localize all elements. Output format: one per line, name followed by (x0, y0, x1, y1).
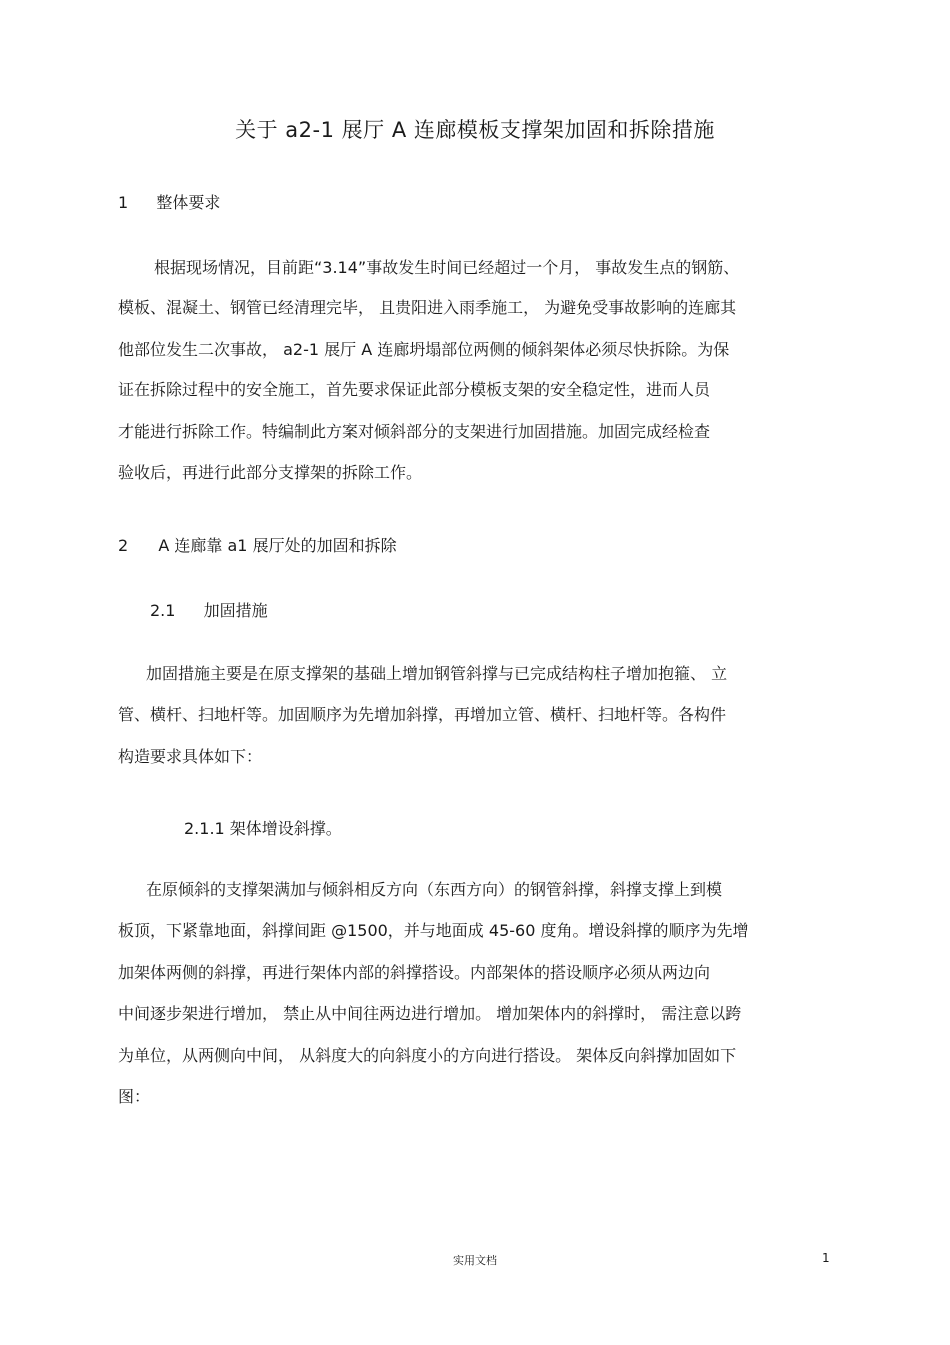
paragraph-line: 才能进行拆除工作。特编制此方案对倾斜部分的支架进行加固措施。加固完成经检查 (118, 422, 711, 441)
paragraph-line: 模板、混凝土、钢管已经清理完毕， 且贵阳进入雨季施工， 为避免受事故影响的连廊其 (118, 298, 737, 317)
paragraph-line: 证在拆除过程中的安全施工，首先要求保证此部分模板支架的安全稳定性，进而人员 (118, 380, 711, 399)
section-2-1-heading (150, 598, 268, 621)
section-1-number: 1 (118, 193, 129, 212)
section-1-heading (118, 190, 220, 213)
section-2-1-1-heading: 2.1.1 架体增设斜撑。 (184, 819, 342, 838)
paragraph-line: 加架体两侧的斜撑，再进行架体内部的斜撑搭设。内部架体的搭设顺序必须从两边向 (118, 963, 711, 982)
footer-label: 实用文档 (453, 1254, 497, 1267)
paragraph-line: 构造要求具体如下： (118, 747, 263, 766)
section-2-1-number: 2.1 (150, 601, 176, 620)
document-title: 关于 a2-1 展厅 A 连廊模板支撑架加固和拆除措施 (235, 118, 715, 142)
section-2-number: 2 (118, 536, 129, 555)
section-2-heading (118, 533, 397, 556)
section-2-title: A 连廊靠 a1 展厅处的加固和拆除 (158, 536, 397, 555)
paragraph-line: 验收后，再进行此部分支撑架的拆除工作。 (118, 463, 423, 482)
paragraph-line: 管、横杆、扫地杆等。加固顺序为先增加斜撑，再增加立管、横杆、扫地杆等。各构件 (118, 705, 727, 724)
paragraph-line: 他部位发生二次事故， a2-1 展厅 A 连廊坍塌部位两侧的倾斜架体必须尽快拆除。为保 (118, 340, 730, 359)
section-2-1-title: 加固措施 (203, 601, 268, 620)
paragraph-line: 中间逐步架进行增加， 禁止从中间往两边进行增加。 增加架体内的斜撑时， 需注意以跨 (118, 1004, 742, 1023)
paragraph-line: 加固措施主要是在原支撑架的基础上增加钢管斜撑与已完成结构柱子增加抱箍、 立 (146, 664, 728, 683)
paragraph-line: 图： (118, 1087, 151, 1106)
section-1-title: 整体要求 (156, 193, 221, 212)
paragraph-line: 为单位，从两侧向中间， 从斜度大的向斜度小的方向进行搭设。 架体反向斜撑加固如下 (118, 1046, 737, 1065)
paragraph-line: 根据现场情况，目前距“3.14”事故发生时间已经超过一个月， 事故发生点的钢筋、 (154, 258, 740, 277)
page-number: 1 (822, 1251, 830, 1265)
paragraph-line: 板顶，下紧靠地面，斜撑间距 @1500，并与地面成 45-60 度角。增设斜撑的顺序为先增 (118, 921, 749, 940)
paragraph-line: 在原倾斜的支撑架满加与倾斜相反方向（东西方向）的钢管斜撑，斜撑支撑上到模 (146, 880, 723, 899)
